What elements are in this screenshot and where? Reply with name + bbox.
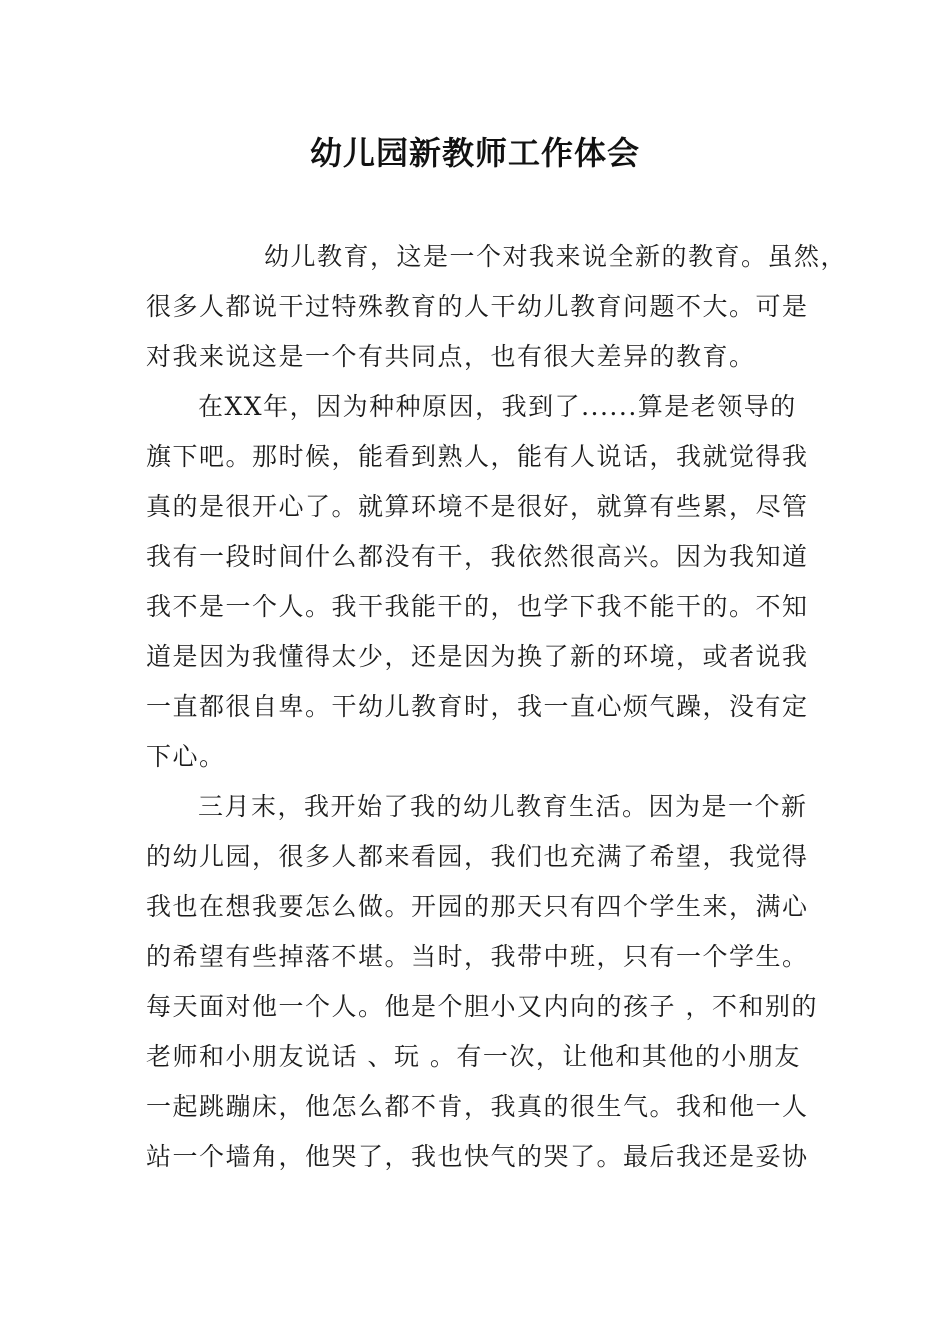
- text-line: 我也在想我要怎么做。开园的那天只有四个学生来，满心: [146, 892, 809, 921]
- text-line: 站一个墙角，他哭了，我也快气的哭了。最后我还是妥协: [146, 1142, 809, 1171]
- text-line: 一起跳蹦床，他怎么都不肯，我真的很生气。我和他一人: [146, 1092, 809, 1121]
- text-line: 很多人都说干过特殊教育的人干幼儿教育问题不大。可是: [146, 292, 809, 321]
- text-line: 我有一段时间什么都没有干，我依然很高兴。因为我知道: [146, 542, 809, 571]
- text-line: 每天面对他一个人。他是个胆小又内向的孩子 ，不和别的: [146, 992, 818, 1021]
- text-line: 三月末，我开始了我的幼儿教育生活。因为是一个新: [198, 792, 808, 821]
- text-line: 旗下吧。那时候，能看到熟人，能有人说话，我就觉得我: [146, 442, 809, 471]
- text-line: 我不是一个人。我干我能干的，也学下我不能干的。不知: [146, 592, 809, 621]
- text-line: 的幼儿园，很多人都来看园，我们也充满了希望，我觉得: [146, 842, 809, 871]
- text-line: 的希望有些掉落不堪。当时，我带中班，只有一个学生。: [146, 942, 809, 971]
- text-line: 幼儿教育，这是一个对我来说全新的教育。虽然，: [264, 242, 848, 271]
- text-line: 在XX年，因为种种原因，我到了......算是老领导的: [198, 392, 797, 421]
- text-line: 道是因为我懂得太少，还是因为换了新的环境，或者说我: [146, 642, 809, 671]
- text-line: 真的是很开心了。就算环境不是很好，就算有些累，尽管: [146, 492, 809, 521]
- text-line: 对我来说这是一个有共同点，也有很大差异的教育。: [146, 342, 756, 371]
- text-line: 老师和小朋友说话 、玩 。有一次，让他和其他的小朋友: [146, 1042, 801, 1071]
- document-title: 幼儿园新教师工作体会: [309, 134, 640, 172]
- text-line: 一直都很自卑。干幼儿教育时，我一直心烦气躁，没有定: [146, 692, 809, 721]
- text-line: 下心。: [146, 742, 226, 771]
